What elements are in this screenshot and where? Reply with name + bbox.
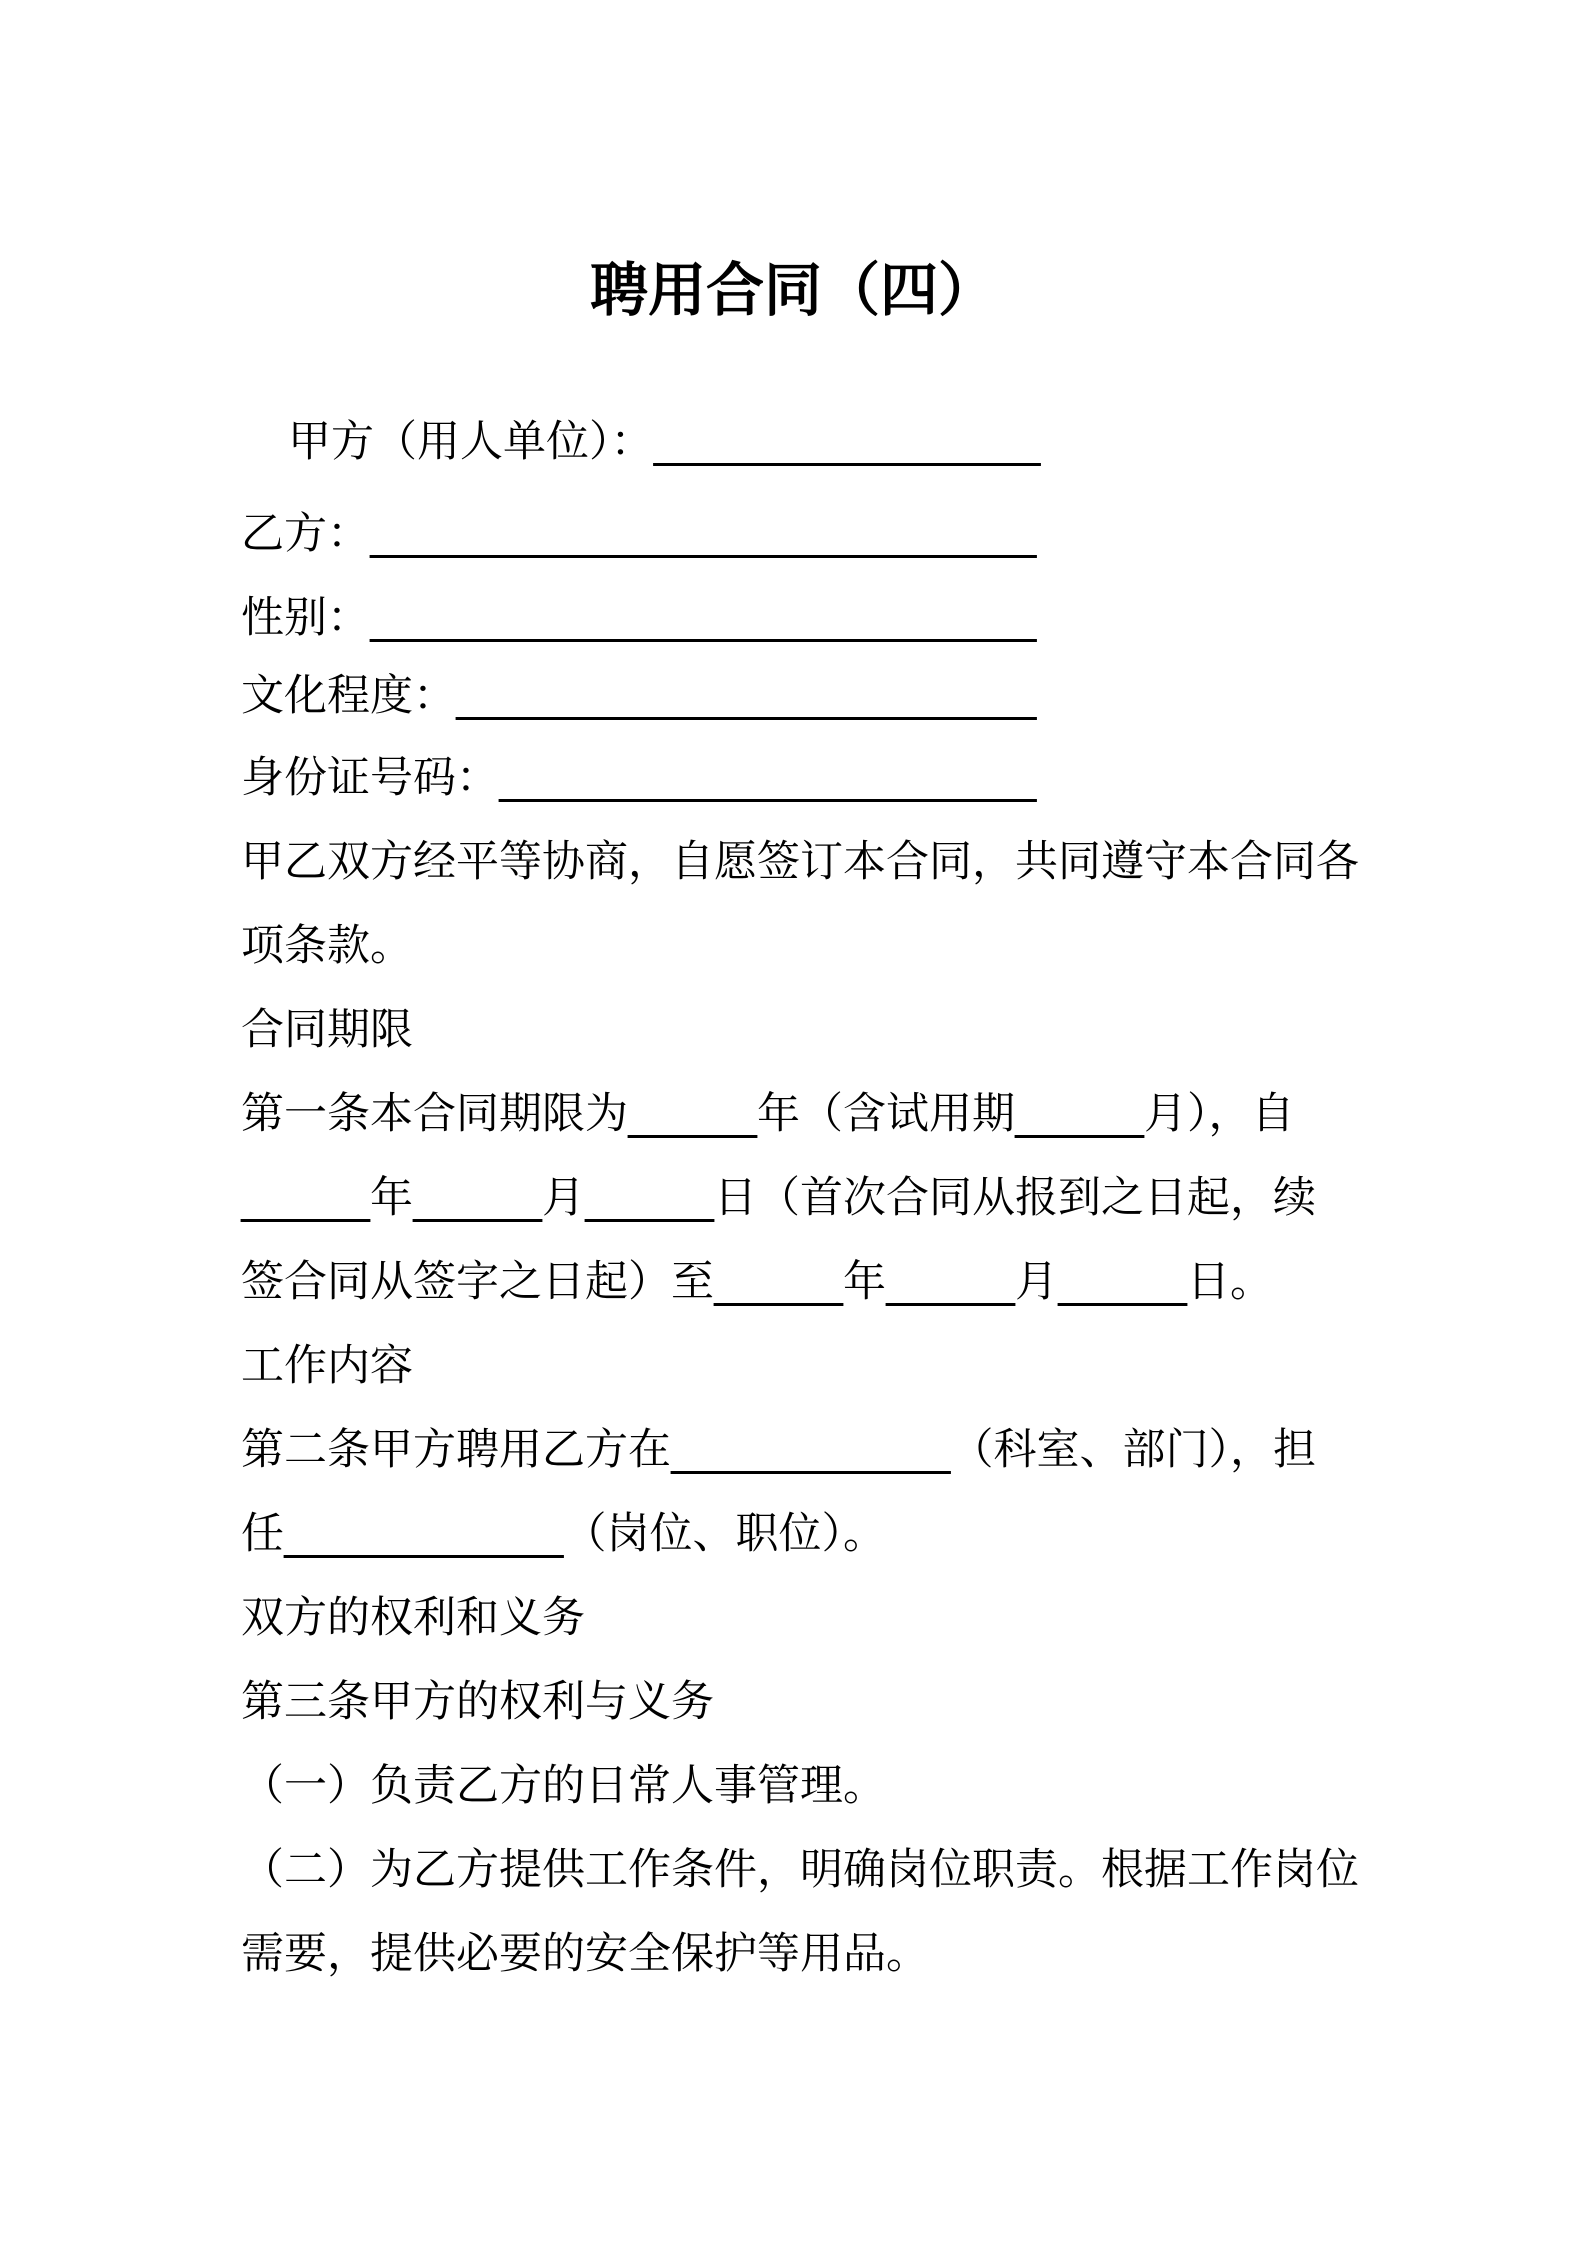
article-2-line-1: 第二条甲方聘用乙方在_____________（科室、部门），担 — [241, 1425, 1316, 1475]
article-3-heading: 第三条甲方的权利与义务 — [241, 1677, 714, 1727]
article-1-line-3: 签合同从签字之日起）至______年______月______日。 — [241, 1257, 1273, 1307]
section-heading-term: 合同期限 — [241, 1005, 413, 1055]
gender-field: 性别：_______________________________ — [241, 593, 1037, 643]
section-heading-work-content: 工作内容 — [241, 1341, 413, 1391]
article-1-line-1: 第一条本合同期限为______年（含试用期______月），自 — [241, 1089, 1295, 1139]
article-3-item-1: （一）负责乙方的日常人事管理。 — [241, 1761, 886, 1811]
article-1-line-2: ______年______月______日（首次合同从报到之日起，续 — [241, 1173, 1316, 1223]
party-b-field: 乙方：_______________________________ — [241, 509, 1037, 559]
party-a-field: 甲方（用人单位）：__________________ — [288, 417, 1041, 467]
id-number-field: 身份证号码：_________________________ — [241, 753, 1037, 803]
document-title: 聘用合同（四） — [589, 256, 996, 324]
article-3-item-2-line-2: 需要，提供必要的安全保护等用品。 — [241, 1929, 929, 1979]
agreement-paragraph-line-1: 甲乙双方经平等协商，自愿签订本合同，共同遵守本合同各 — [241, 837, 1359, 887]
section-heading-rights-duties: 双方的权利和义务 — [241, 1593, 585, 1643]
education-field: 文化程度：___________________________ — [241, 671, 1037, 721]
article-2-line-2: 任_____________（岗位、职位）。 — [241, 1509, 886, 1559]
agreement-paragraph-line-2: 项条款。 — [241, 921, 413, 971]
article-3-item-2-line-1: （二）为乙方提供工作条件，明确岗位职责。根据工作岗位 — [241, 1845, 1359, 1895]
